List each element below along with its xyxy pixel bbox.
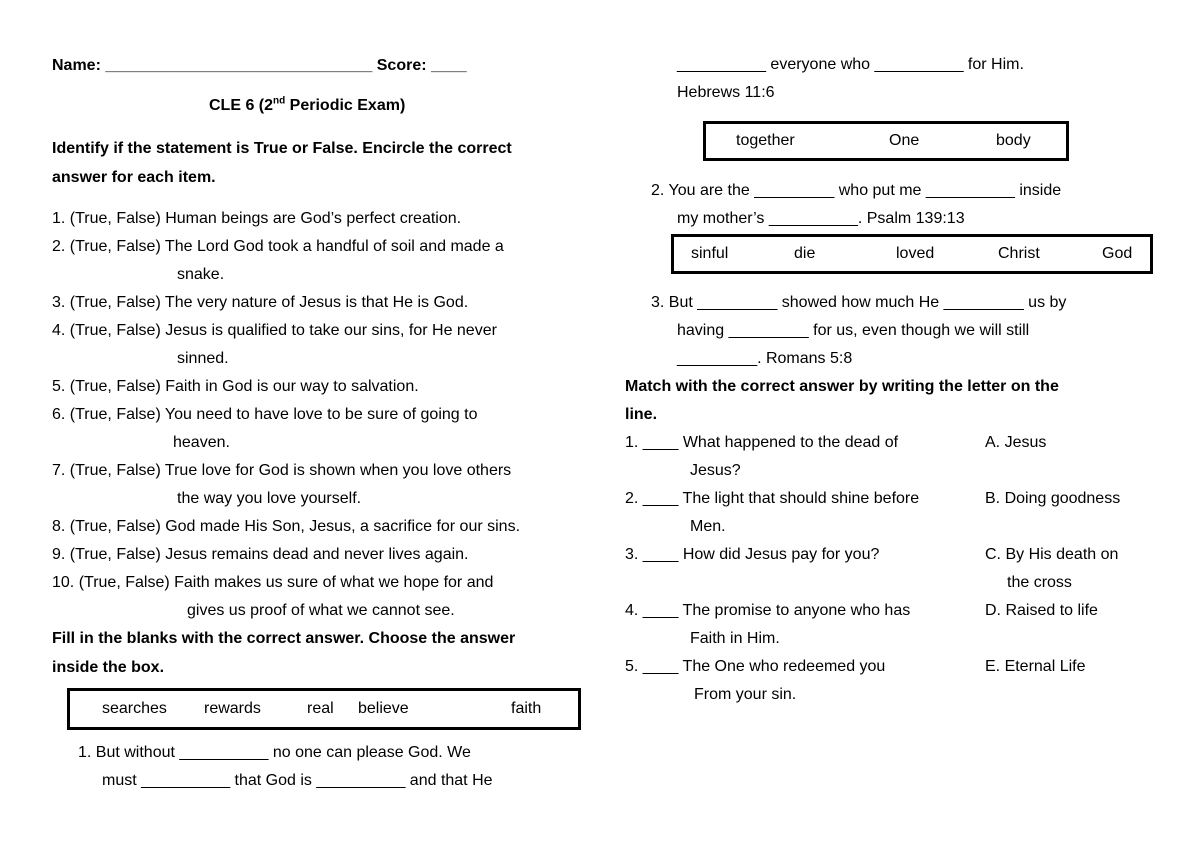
- fill-q3-line3: _________. Romans 5:8: [677, 350, 853, 367]
- tf-item-4-cont: sinned.: [177, 350, 229, 367]
- fill-q3-line2: having _________ for us, even though we will still: [677, 322, 1030, 339]
- word-box-1-item: rewards: [204, 700, 261, 717]
- word-box-1-item: faith: [511, 700, 542, 717]
- word-box-3-item: die: [794, 245, 816, 262]
- fill-instruction-line1: Fill in the blanks with the correct answer. Choose the answer: [52, 630, 516, 647]
- tf-item-6-cont: heaven.: [173, 434, 230, 451]
- tf-item-1: 1. (True, False) Human beings are God’s perfect creation.: [52, 210, 462, 227]
- fill-q2-line2: my mother’s __________. Psalm 139:13: [677, 210, 965, 227]
- fill-q1-line3: __________ everyone who __________ for Him.: [677, 56, 1024, 73]
- match-question-2: 2. ____ The light that should shine before: [625, 490, 920, 507]
- word-box-2-item: together: [736, 132, 795, 149]
- match-answer-e: E. Eternal Life: [985, 658, 1086, 675]
- word-box-3-item: sinful: [691, 245, 729, 262]
- word-box-3-item: God: [1102, 245, 1133, 262]
- tf-item-8: 8. (True, False) God made His Son, Jesus, a sacrifice for our sins.: [52, 518, 521, 535]
- match-answer-a: A. Jesus: [985, 434, 1047, 451]
- tf-item-2: 2. (True, False) The Lord God took a handful of soil and made a: [52, 238, 504, 255]
- match-answer-c: C. By His death on: [985, 546, 1119, 563]
- fill-q2-line1: 2. You are the _________ who put me __________ inside: [651, 182, 1062, 199]
- word-box-2-item: One: [889, 132, 920, 149]
- fill-q1-reference: Hebrews 11:6: [677, 84, 775, 101]
- name-score-line: Name: ______________________________ Score: ____: [52, 57, 467, 74]
- fill-q1-line2: must __________ that God is __________ and that He: [102, 772, 493, 789]
- match-answer-c-cont: the cross: [1007, 574, 1072, 591]
- match-question-1-cont: Jesus?: [690, 462, 741, 479]
- tf-item-5: 5. (True, False) Faith in God is our way to salvation.: [52, 378, 419, 395]
- word-box-2-item: body: [996, 132, 1031, 149]
- exam-title-sup: nd: [273, 95, 286, 107]
- match-question-4-cont: Faith in Him.: [690, 630, 780, 647]
- fill-q1-line1: 1. But without __________ no one can please God. We: [78, 744, 471, 761]
- word-box-1-item: searches: [102, 700, 167, 717]
- match-question-3: 3. ____ How did Jesus pay for you?: [625, 546, 880, 563]
- fill-instruction-line2: inside the box.: [52, 659, 165, 676]
- word-box-3-item: loved: [896, 245, 935, 262]
- tf-item-9: 9. (True, False) Jesus remains dead and never lives again.: [52, 546, 469, 563]
- exam-title: [209, 96, 405, 116]
- tf-item-6: 6. (True, False) You need to have love to be sure of going to: [52, 406, 478, 423]
- match-question-1: 1. ____ What happened to the dead of: [625, 434, 899, 451]
- tf-instruction-line1: Identify if the statement is True or False. Encircle the correct: [52, 140, 512, 157]
- match-instruction-line1: Match with the correct answer by writing the letter on the: [625, 378, 1059, 395]
- tf-item-7-cont: the way you love yourself.: [177, 490, 362, 507]
- tf-item-10: 10. (True, False) Faith makes us sure of what we hope for and: [52, 574, 494, 591]
- match-answer-b: B. Doing goodness: [985, 490, 1121, 507]
- tf-item-4: 4. (True, False) Jesus is qualified to take our sins, for He never: [52, 322, 497, 339]
- word-box-3: [671, 234, 1153, 274]
- exam-title-post: Periodic Exam): [285, 97, 406, 114]
- word-box-3-item: Christ: [998, 245, 1040, 262]
- fill-q3-line1: 3. But _________ showed how much He _________ us by: [651, 294, 1067, 311]
- word-box-1-item: real: [307, 700, 334, 717]
- match-question-4: 4. ____ The promise to anyone who has: [625, 602, 911, 619]
- word-box-1-item: believe: [358, 700, 409, 717]
- match-answer-d: D. Raised to life: [985, 602, 1098, 619]
- word-box-2: [703, 121, 1069, 161]
- tf-item-10-cont: gives us proof of what we cannot see.: [187, 602, 455, 619]
- word-box-1: [67, 688, 581, 730]
- match-instruction-line2: line.: [625, 406, 658, 423]
- exam-title-pre: CLE 6 (2: [209, 97, 274, 114]
- match-question-5-cont: From your sin.: [694, 686, 797, 703]
- match-question-5: 5. ____ The One who redeemed you: [625, 658, 886, 675]
- tf-item-3: 3. (True, False) The very nature of Jesus is that He is God.: [52, 294, 469, 311]
- tf-instruction-line2: answer for each item.: [52, 169, 216, 186]
- tf-item-7: 7. (True, False) True love for God is shown when you love others: [52, 462, 512, 479]
- match-question-2-cont: Men.: [690, 518, 726, 535]
- tf-item-2-cont: snake.: [177, 266, 225, 283]
